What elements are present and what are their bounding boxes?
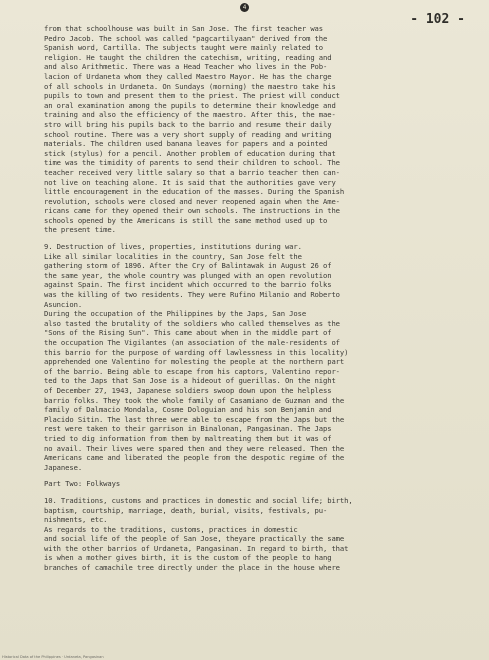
punch-hole-mark: 4 bbox=[242, 4, 247, 11]
paragraph-gap bbox=[44, 489, 474, 496]
paragraph-gap bbox=[44, 235, 474, 242]
text-line: religion. He taught the children the catechism, writing, reading and bbox=[44, 52, 332, 62]
text-line: lacion of Urdaneta whom they called Maestro Mayor. He has the charge bbox=[44, 71, 332, 81]
text-line: teacher received very little salary so that a barrio teacher then can- bbox=[44, 167, 340, 177]
punch-hole bbox=[240, 3, 249, 12]
text-line: time was the timidity of parents to send their children to school. The bbox=[44, 158, 340, 168]
text-line: this barrio for the purpose of warding off lawlessness in this locality) bbox=[44, 347, 349, 357]
text-line: 10. Traditions, customs and practices in domestic and social life; birth, bbox=[44, 495, 353, 505]
text-line: "Sons of the Rising Sun". This came about when in the middle part of bbox=[44, 328, 332, 338]
text-line: ricans came for they opened their own schools. The instructions in the bbox=[44, 206, 340, 216]
text-line: Like all similar localities in the country, San Jose felt the bbox=[44, 251, 302, 261]
typewritten-body bbox=[44, 24, 474, 573]
text-line: not live on teaching alone. It is said that the authorities gave very bbox=[44, 177, 336, 187]
text-line: is when a mother gives birth, it is the custom of the people to hang bbox=[44, 553, 332, 563]
text-line: and social life of the people of San Jose, theyare practically the same bbox=[44, 534, 345, 544]
text-line: tried to dig information from them by maltreating them but it was of bbox=[44, 433, 332, 443]
text-line: the present time. bbox=[44, 225, 116, 235]
text-line: Spanish word, Cartilla. The subjects taught were mainly related to bbox=[44, 43, 323, 53]
text-line: with the other barrios of Urdaneta, Pangasinan. In regard to birth, that bbox=[44, 543, 349, 553]
text-line: apprehended one Valentino for molesting the people at the northern part bbox=[44, 357, 345, 367]
paragraph-gap bbox=[44, 472, 474, 479]
text-line: baptism, courtship, marriage, death, burial, visits, festivals, pu- bbox=[44, 505, 328, 515]
text-line: Americans came and liberated the people from the despotic regime of the bbox=[44, 453, 345, 463]
text-line: the same year, the whole country was plunged with an open revolution bbox=[44, 270, 332, 280]
text-line: of all schools in Urdaneta. On Sundays (morning) the maestro take his bbox=[44, 81, 336, 91]
text-line: stick (stylus) for a pencil. Another problem of education during that bbox=[44, 148, 336, 158]
text-line: branches of camachile tree directly under the place in the house where bbox=[44, 563, 340, 573]
text-line: materials. The children used banana leaves for papers and a pointed bbox=[44, 139, 328, 149]
text-line: Part Two: Folkways bbox=[44, 479, 121, 489]
text-line: against Spain. The first incident which occurred to the barrio folks bbox=[44, 280, 332, 290]
text-line: the occupation The Vigilantes (an association of the male-residents of bbox=[44, 338, 340, 347]
text-line: of the barrio. Being able to escape from his captors, Valentino repor- bbox=[44, 366, 340, 376]
text-line: little encouragement in the education of the masses. During the Spanish bbox=[44, 187, 345, 197]
page-number: - 102 - bbox=[410, 12, 465, 27]
text-line: family of Dalmacio Mondala, Cosme Dologuian and his son Benjamin and bbox=[44, 405, 332, 415]
text-line: barrio folks. They took the whole family of Casamiano de Guzman and the bbox=[44, 395, 345, 405]
text-line: 9. Destruction of lives, properties, institutions during war. bbox=[44, 242, 302, 252]
text-line: stro will bring his pupils back to the barrio and resume their daily bbox=[44, 119, 332, 129]
text-line: During the occupation of the Philippines by the Japs, San Jose bbox=[44, 309, 307, 319]
text-line: no avail. Their lives were spared then and they were released. Then the bbox=[44, 443, 345, 453]
text-line: was the killing of two residents. They were Rufino Milanio and Roberto bbox=[44, 290, 340, 300]
archive-footer: Historical Data of the Philippines · Urdaneta, Pangasinan bbox=[2, 655, 104, 659]
text-line: rest were taken to their garrison in Binalonan, Pangasinan. The Japs bbox=[44, 424, 332, 434]
text-line: Pedro Jacob. The school was called "pagcartilyaan" derived from the bbox=[44, 33, 328, 43]
text-line: schools opened by the Americans is still the same method used up to bbox=[44, 215, 328, 225]
text-line: also tasted the brutality of the soldiers who called themselves as the bbox=[44, 318, 340, 328]
text-line: revolution, schools were closed and never reopened again when the Ame- bbox=[44, 196, 340, 206]
text-line: school routine. There was a very short supply of reading and writing bbox=[44, 129, 332, 139]
text-line: Japanese. bbox=[44, 462, 83, 472]
text-line: nishments, etc. bbox=[44, 515, 108, 525]
text-line: As regards to the traditions, customs, practices in domestic bbox=[44, 524, 298, 534]
text-line: gathering storm of 1896. After the Cry of Balintawak in August 26 of bbox=[44, 261, 332, 271]
text-line: Placido Sitin. The last three were able to escape from the Japs but the bbox=[44, 414, 345, 424]
text-line: pupils to town and present them to the priest. The priest will conduct bbox=[44, 91, 340, 101]
text-line: of December 27, 1943, Japanese soldiers swoop down upon the helpless bbox=[44, 385, 332, 395]
text-line: training and also the efficiency of the maestro. After this, the mae- bbox=[44, 110, 336, 120]
text-line: Asuncion. bbox=[44, 299, 83, 309]
text-line: an oral examination among the pupils to determine their knowledge and bbox=[44, 100, 336, 110]
text-line: and also Arithmetic. There was a Head Teacher who lives in the Pob- bbox=[44, 62, 328, 72]
text-line: ted to the Japs that San Jose is a hideout of guerillas. On the night bbox=[44, 376, 336, 386]
text-line: from that schoolhouse was built in San Jose. The first teacher was bbox=[44, 24, 323, 33]
